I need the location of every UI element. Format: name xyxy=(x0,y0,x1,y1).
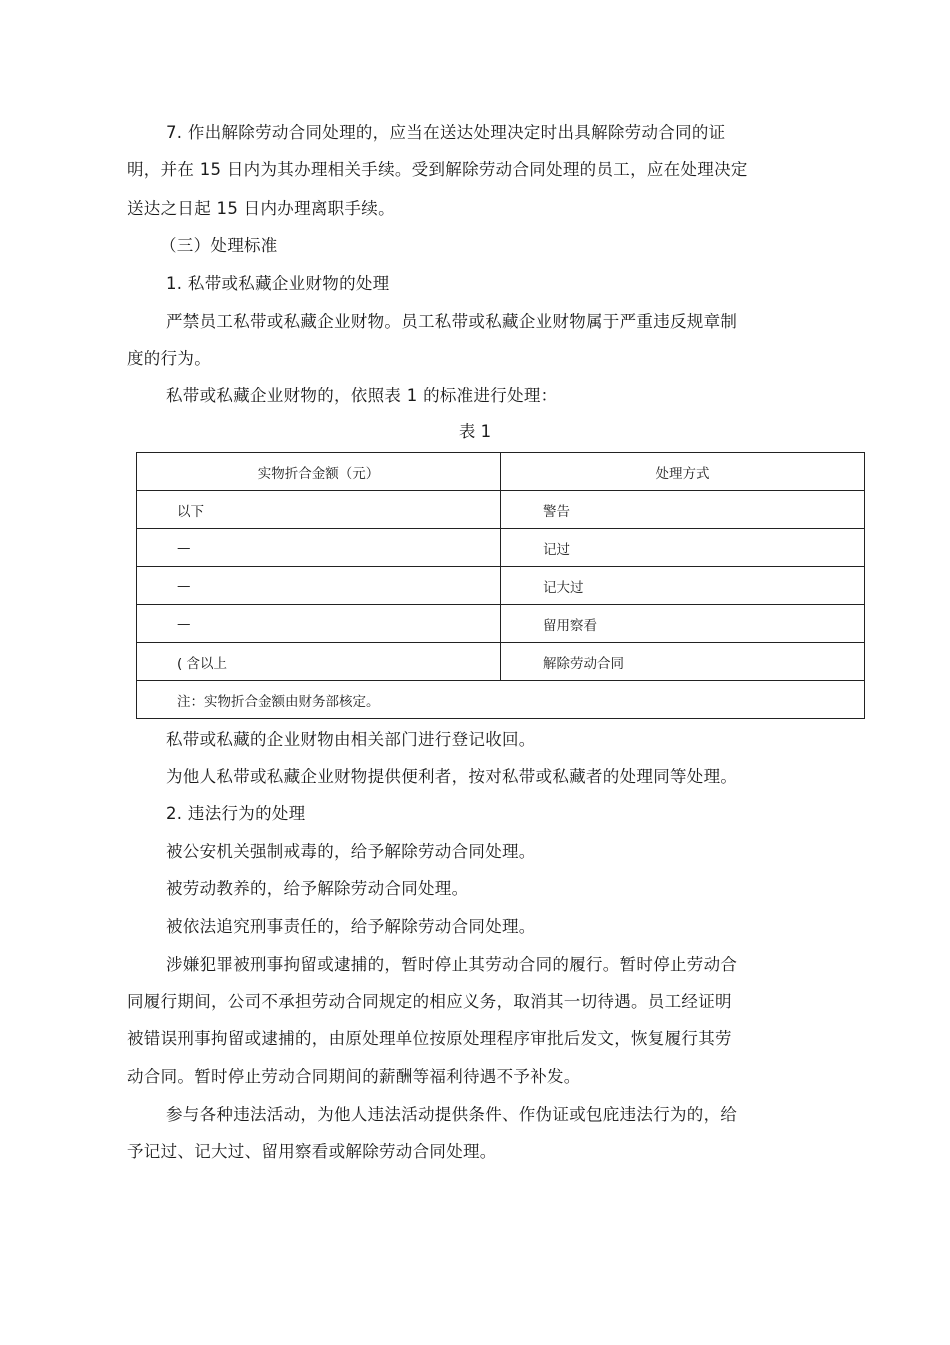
paragraph-line: 同履行期间，公司不承担劳动合同规定的相应义务，取消其一切待遇。员工经证明 xyxy=(127,992,732,1011)
paragraph-line: 涉嫌犯罪被刑事拘留或逮捕的，暂时停止其劳动合同的履行。暂时停止劳动合 xyxy=(166,955,738,974)
paragraph-line: 被劳动教养的，给予解除劳动合同处理。 xyxy=(166,879,469,898)
column-header-handling: 处理方式 xyxy=(501,453,865,491)
table-row xyxy=(137,529,865,567)
table-row xyxy=(137,643,865,681)
subsection-heading: 1. 私带或私藏企业财物的处理 xyxy=(166,274,390,293)
table-cell-handling: 解除劳动合同 xyxy=(501,643,865,681)
paragraph-line: 被公安机关强制戒毒的，给予解除劳动合同处理。 xyxy=(166,842,536,861)
table-cell-handling: 留用察看 xyxy=(501,605,865,643)
table-row xyxy=(137,491,865,529)
paragraph-line: 动合同。暂时停止劳动合同期间的薪酬等福利待遇不予补发。 xyxy=(127,1067,581,1086)
table-note: 注：实物折合金额由财务部核定。 xyxy=(137,681,865,719)
table-row xyxy=(137,605,865,643)
table-cell-handling: 记过 xyxy=(501,529,865,567)
table-row xyxy=(137,567,865,605)
table-caption: 表 1 xyxy=(458,422,492,441)
subsection-heading: 2. 违法行为的处理 xyxy=(166,804,306,823)
table-header-row xyxy=(137,453,865,491)
paragraph-line: 送达之日起 15 日内办理离职手续。 xyxy=(127,199,395,218)
table-cell-handling: 警告 xyxy=(501,491,865,529)
paragraph-line: 度的行为。 xyxy=(127,349,211,368)
paragraph-line: 予记过、记大过、留用察看或解除劳动合同处理。 xyxy=(127,1142,497,1161)
table-cell-amount: — xyxy=(137,529,501,567)
table-cell-amount: 以下 xyxy=(137,491,501,529)
table-cell-amount: ( 含以上 xyxy=(137,643,501,681)
table-cell-amount: — xyxy=(137,605,501,643)
penalty-table xyxy=(136,452,865,719)
paragraph-line: 私带或私藏的企业财物由相关部门进行登记收回。 xyxy=(166,730,536,749)
paragraph-line: 明，并在 15 日内为其办理相关手续。受到解除劳动合同处理的员工，应在处理决定 xyxy=(127,160,748,179)
table-note-row xyxy=(137,681,865,719)
section-heading: （三）处理标准 xyxy=(160,236,278,255)
table-cell-amount: — xyxy=(137,567,501,605)
paragraph-line: 严禁员工私带或私藏企业财物。员工私带或私藏企业财物属于严重违反规章制 xyxy=(166,312,738,331)
paragraph-line: 参与各种违法活动，为他人违法活动提供条件、作伪证或包庇违法行为的，给 xyxy=(166,1105,738,1124)
paragraph-line: 私带或私藏企业财物的，依照表 1 的标准进行处理： xyxy=(166,386,558,405)
paragraph-line: 为他人私带或私藏企业财物提供便利者，按对私带或私藏者的处理同等处理。 xyxy=(166,767,738,786)
paragraph-line: 7. 作出解除劳动合同处理的，应当在送达处理决定时出具解除劳动合同的证 xyxy=(166,123,726,142)
paragraph-line: 被错误刑事拘留或逮捕的，由原处理单位按原处理程序审批后发文，恢复履行其劳 xyxy=(127,1029,732,1048)
paragraph-line: 被依法追究刑事责任的，给予解除劳动合同处理。 xyxy=(166,917,536,936)
column-header-amount: 实物折合金额（元） xyxy=(137,453,501,491)
table-cell-handling: 记大过 xyxy=(501,567,865,605)
